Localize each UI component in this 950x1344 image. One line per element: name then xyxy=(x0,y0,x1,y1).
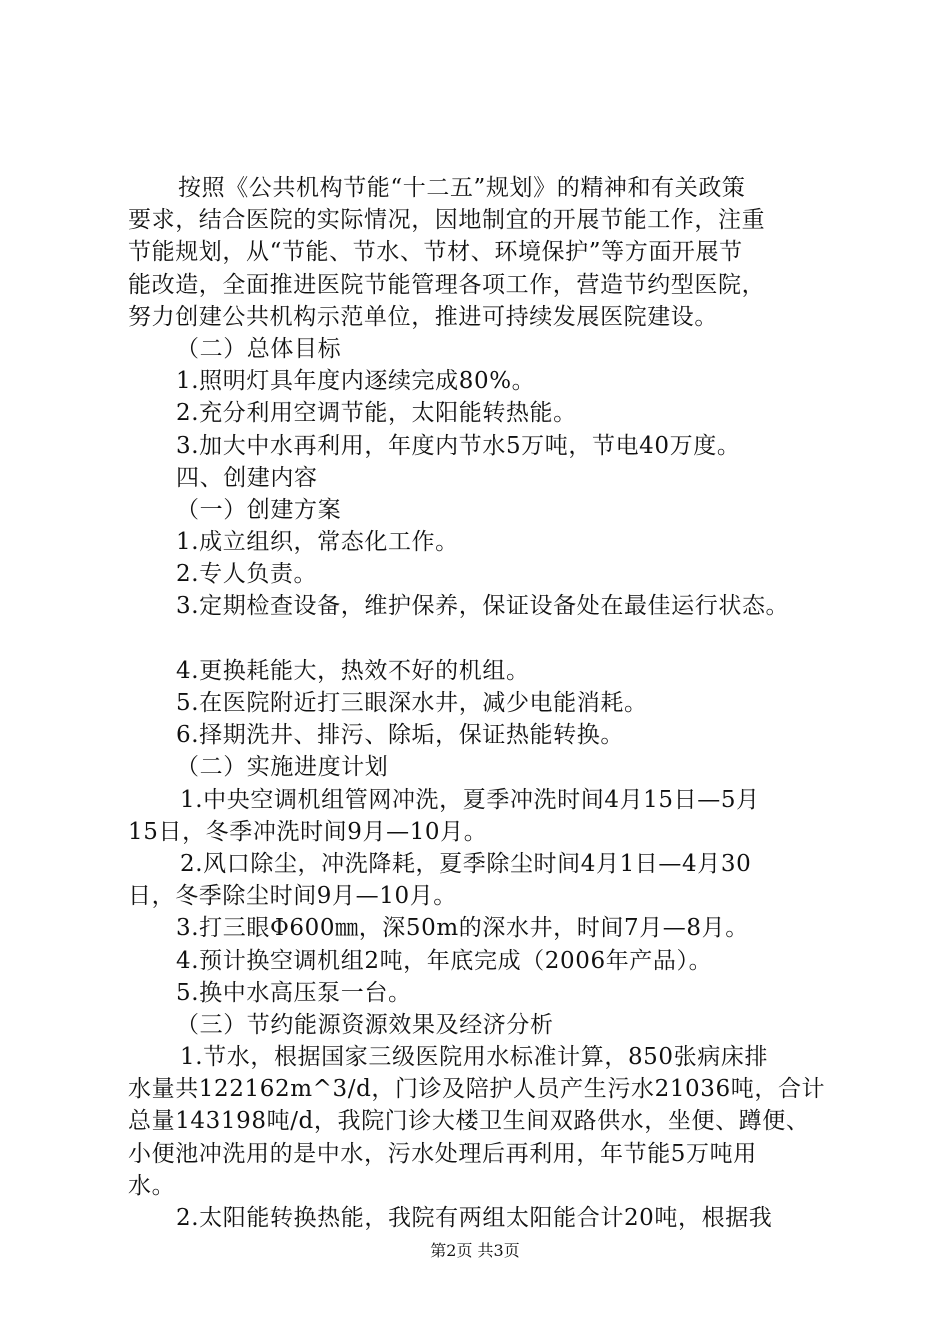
list-item: 3.加大中水再利用，年度内节水5万吨，节电40万度。 xyxy=(176,432,741,459)
list-item: 4.预计换空调机组2吨，年底完成（2006年产品）。 xyxy=(176,947,713,974)
page-number-footer: 第2页 共3页 xyxy=(430,1241,520,1260)
list-item: 1.成立组织，常态化工作。 xyxy=(176,529,459,556)
list-item: 5.在医院附近打三眼深水井，减少电能消耗。 xyxy=(176,690,648,716)
list-item: 2.专人负责。 xyxy=(176,561,318,588)
list-item: 2.风口除尘，冲洗降耗，夏季除尘时间4月1日—4月30 xyxy=(180,850,752,877)
list-item-continuation: 日，冬季除尘时间9月—10月。 xyxy=(128,883,457,910)
list-item: 1.节水，根据国家三级医院用水标准计算，850张病床排 xyxy=(180,1044,769,1071)
list-item-continuation: 总量143198吨/d，我院门诊大楼卫生间双路供水，坐便、蹲便、 xyxy=(128,1108,810,1135)
section-heading: （二）总体目标 xyxy=(176,335,342,362)
list-item: 5.换中水高压泵一台。 xyxy=(176,979,412,1006)
list-item: 2.充分利用空调节能，太阳能转热能。 xyxy=(176,400,577,427)
list-item: 3.定期检查设备，维护保养，保证设备处在最佳运行状态。 xyxy=(176,593,790,620)
section-heading: 四、创建内容 xyxy=(176,464,318,491)
list-item: 2.太阳能转换热能，我院有两组太阳能合计20吨，根据我 xyxy=(176,1205,773,1231)
list-item: 1.中央空调机组管网冲洗，夏季冲洗时间4月15日—5月 xyxy=(180,786,760,813)
section-heading: （二）实施进度计划 xyxy=(176,754,389,781)
document-body xyxy=(128,172,840,1234)
list-item-continuation: 小便池冲洗用的是中水，污水处理后再利用，年节能5万吨用 xyxy=(128,1140,757,1167)
list-item: 1.照明灯具年度内逐续完成80%。 xyxy=(176,368,536,395)
list-item: 3.打三眼Φ600㎜，深50m的深水井，时间7月—8月。 xyxy=(176,915,749,942)
paragraph-line: 要求，结合医院的实际情况，因地制宜的开展节能工作，注重 xyxy=(128,207,766,234)
list-item-continuation: 15日，冬季冲洗时间9月—10月。 xyxy=(128,818,488,845)
section-heading: （三）节约能源资源效果及经济分析 xyxy=(176,1011,554,1038)
list-item-continuation: 水。 xyxy=(128,1172,176,1199)
paragraph-line: 节能规划，从“节能、节水、节材、环境保护”等方面开展节 xyxy=(128,239,743,266)
paragraph-line: 努力创建公共机构示范单位，推进可持续发展医院建设。 xyxy=(128,303,718,330)
list-item: 6.择期洗井、排污、除垢，保证热能转换。 xyxy=(176,722,624,749)
list-item: 4.更换耗能大，热效不好的机组。 xyxy=(176,657,530,684)
blank-line xyxy=(128,623,840,655)
section-heading: （一）创建方案 xyxy=(176,496,342,523)
list-item-continuation: 水量共122162m^3/d，门诊及陪护人员产生污水21036吨，合计 xyxy=(128,1076,826,1103)
paragraph-line: 按照《公共机构节能“十二五”规划》的精神和有关政策 xyxy=(178,175,746,201)
paragraph-line: 能改造，全面推进医院节能管理各项工作，营造节约型医院， xyxy=(128,271,766,298)
